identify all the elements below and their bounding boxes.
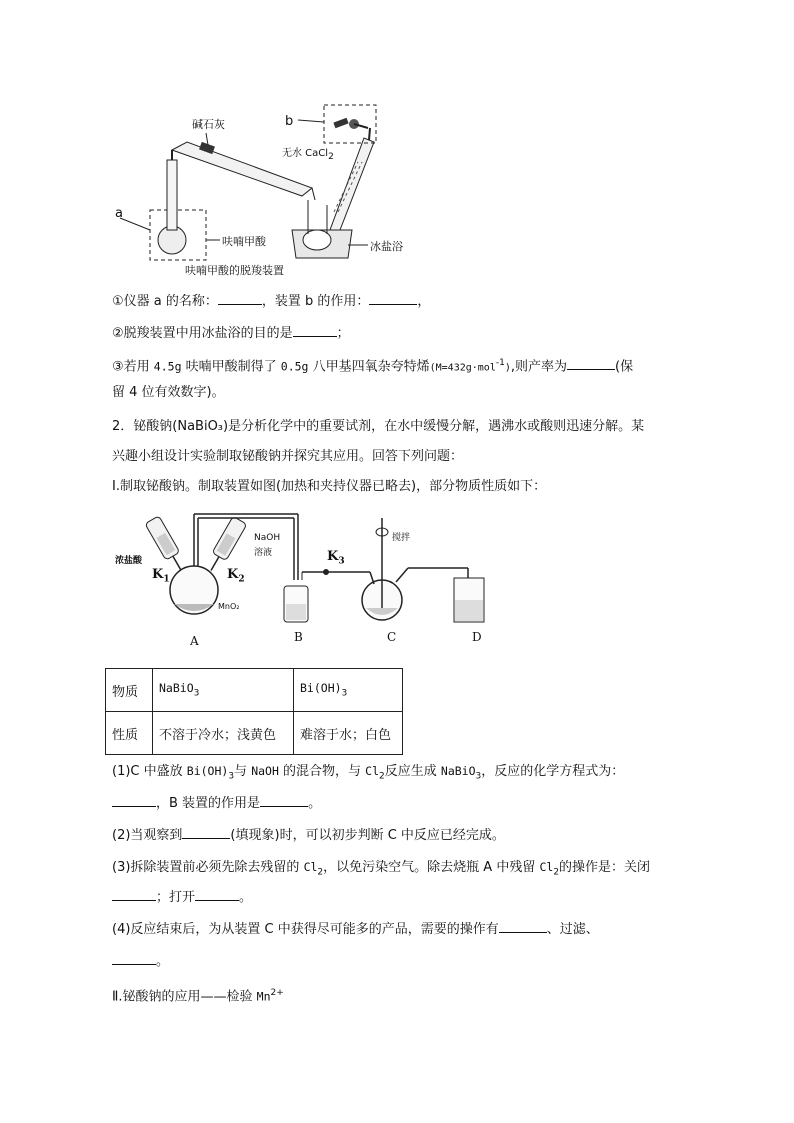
answer-blank[interactable] [499, 920, 547, 933]
answer-blank[interactable] [112, 952, 156, 965]
naoh-label: NaOH [254, 533, 281, 543]
part1-heading: Ⅰ.制取铋酸钠。制取装置如图(加热和夹持仪器已略去)，部分物质性质如下： [112, 479, 547, 494]
decarboxylation-apparatus-figure [112, 100, 402, 280]
subquestion-1: (1)C 中盛放 $Bi(OH)_3$与 NaOH 的混合物，与 $Cl_2$反应生成 NaBiO$_3$，反应的化学方程式为： [112, 764, 625, 782]
nabio3-apparatus-figure [112, 508, 512, 653]
naoh-solution-label: 溶液 [254, 548, 273, 558]
question-3-cont: 留 4 位有效数字)。 [112, 385, 225, 400]
answer-blank[interactable] [182, 826, 230, 839]
answer-blank[interactable] [195, 888, 239, 901]
part2-heading: Ⅱ.铋酸钠的应用——检验 $Mn^{2+}$ [112, 988, 284, 1005]
subquestion-3: (3)拆除装置前必须先除去残留的 $Cl_2$，以免污染空气。除去烧瓶 A 中残留 $Cl_2$的操作是：关闭 [112, 860, 651, 878]
answer-blank[interactable] [369, 292, 417, 305]
apparatus-A-label: A [190, 634, 199, 648]
question-2: ②脱羧装置中用冰盐浴的目的是 ； [112, 326, 350, 341]
question-3: ③若用 4.5g 呋喃甲酸制得了 0.5g 八甲基四氧杂夸特烯(M=432g·mol$^{-1}$),则产率为 (保 [112, 358, 634, 375]
soda-lime-label: 碱石灰 [192, 118, 225, 131]
table-cell: 物质 [106, 669, 153, 712]
k3-valve-label: $K_3$ [327, 549, 345, 567]
table-cell: NaBiO$_3$ [153, 669, 294, 712]
table-cell: 不溶于冷水；浅黄色 [153, 712, 294, 755]
subquestion-1-cont: ，B 装置的作用是 。 [112, 794, 321, 813]
ice-salt-bath-label: 冰盐浴 [370, 240, 403, 253]
answer-blank[interactable] [293, 324, 337, 337]
table-cell: $Bi(OH)_3$ [294, 669, 403, 712]
apparatus-B-label: B [294, 630, 303, 644]
stir-label: 搅拌 [392, 533, 411, 543]
table-cell: 难溶于水；白色 [294, 712, 403, 755]
table-row [106, 669, 403, 712]
answer-blank[interactable] [260, 794, 308, 807]
furoic-acid-label: 呋喃甲酸 [222, 235, 266, 248]
question-1: ①仪器 a 的名称： ，装置 b 的作用： ， [112, 294, 431, 309]
apparatus-D-label: D [472, 630, 482, 644]
subquestion-2: (2)当观察到 (填现象)时，可以初步判断 C 中反应已经完成。 [112, 828, 505, 843]
answer-blank[interactable] [112, 888, 156, 901]
answer-blank[interactable] [112, 794, 156, 807]
properties-table [105, 668, 403, 755]
problem2-intro-1: 2．铋酸钠(NaBiO₃)是分析化学中的重要试剂，在水中缓慢分解，遇沸水或酸则迅速分解。某 [112, 419, 645, 434]
k1-valve-label: $K_1$ [152, 567, 170, 585]
answer-blank[interactable] [567, 357, 615, 370]
k2-valve-label: $K_2$ [227, 567, 245, 585]
mno2-label: MnO₂ [218, 602, 240, 611]
figure1-caption: 呋喃甲酸的脱羧装置 [185, 264, 284, 277]
table-row [106, 712, 403, 755]
subquestion-3-cont: ；打开 。 [112, 888, 252, 907]
label-a: a [115, 206, 123, 221]
answer-blank[interactable] [218, 292, 262, 305]
conc-hcl-label: 浓盐酸 [115, 556, 143, 566]
subquestion-4-cont: 。 [112, 952, 169, 971]
problem2-intro-2: 兴趣小组设计实验制取铋酸钠并探究其应用。回答下列问题： [112, 449, 464, 464]
label-b: b [285, 114, 294, 129]
cacl2-label: 无水 CaCl$_2$ [282, 148, 334, 162]
table-cell: 性质 [106, 712, 153, 755]
subquestion-4: (4)反应结束后，为从装置 C 中获得尽可能多的产品，需要的操作有 、过滤、 [112, 922, 599, 937]
apparatus-C-label: C [387, 630, 397, 644]
